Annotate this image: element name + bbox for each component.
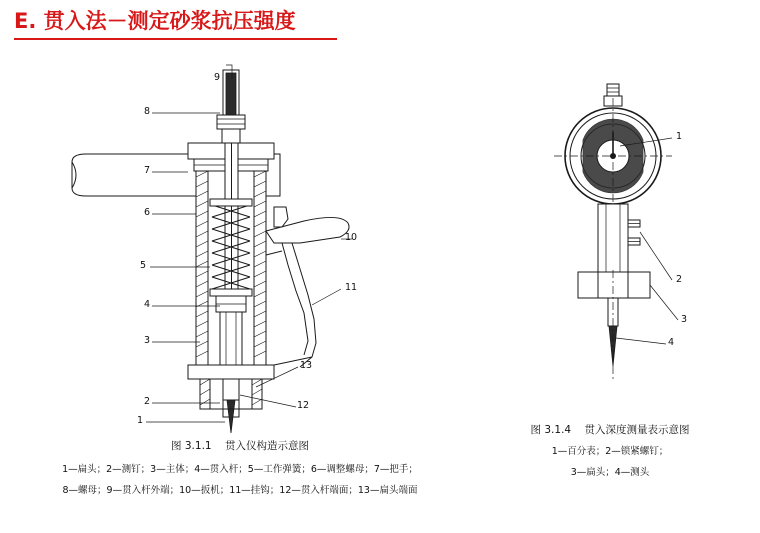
page-title-block	[14, 8, 614, 42]
figure-left-drawing	[60, 55, 400, 435]
callout-left-8: 8	[144, 106, 151, 117]
figure-right-drawing	[520, 80, 720, 400]
figure-right-legend-line1: 1—百分表；2—锁紧螺钉；	[551, 446, 669, 457]
callout-right-4: 4	[668, 337, 675, 348]
figure-left-legend-line2: 8—螺母；9—贯入杆外端；10—扳机；11—挂钩；12—贯入杆端面；13—扁头端面	[62, 485, 418, 496]
trigger-assembly	[266, 207, 349, 367]
figure-right-legend-line2: 3—扁头；4—测头	[570, 467, 650, 478]
title-underline	[14, 38, 337, 40]
figure-right-caption	[480, 422, 740, 437]
page-title: E. 贯入法－测定砂浆抗压强度	[14, 9, 296, 33]
callout-left-5: 5	[140, 260, 147, 271]
callout-left-13: 13	[300, 360, 313, 371]
instrument-body	[188, 70, 274, 433]
dial-indicator	[554, 84, 672, 214]
figure-right-caption-number: 图 3.1.4	[530, 424, 572, 436]
figure-left-caption	[30, 438, 450, 453]
callout-left-3: 3	[144, 335, 151, 346]
callout-left-11: 11	[345, 282, 358, 293]
callout-left-6: 6	[144, 207, 151, 218]
figure-left-legend-line1: 1—扁头；2—测钉；3—主体；4—贯入杆；5—工作弹簧；6—调整螺母；7—把手；	[62, 464, 418, 475]
figure-left-caption-title: 贯入仪构造示意图	[224, 440, 309, 452]
callout-left-4: 4	[144, 299, 151, 310]
figure-left-caption-number: 图 3.1.1	[171, 440, 212, 452]
callout-right-3: 3	[681, 314, 688, 325]
callout-left-12: 12	[297, 400, 310, 411]
callout-right-1: 1	[676, 131, 683, 142]
callout-left-10: 10	[345, 232, 358, 243]
callout-left-9: 9	[214, 72, 221, 83]
callout-left-1: 1	[137, 415, 144, 426]
gauge-body	[578, 204, 650, 380]
callout-left-2: 2	[144, 396, 151, 407]
callout-left-7: 7	[144, 165, 151, 176]
figure-right-caption-title: 贯入深度测量表示意图	[584, 424, 690, 436]
callout-right-2: 2	[676, 274, 683, 285]
